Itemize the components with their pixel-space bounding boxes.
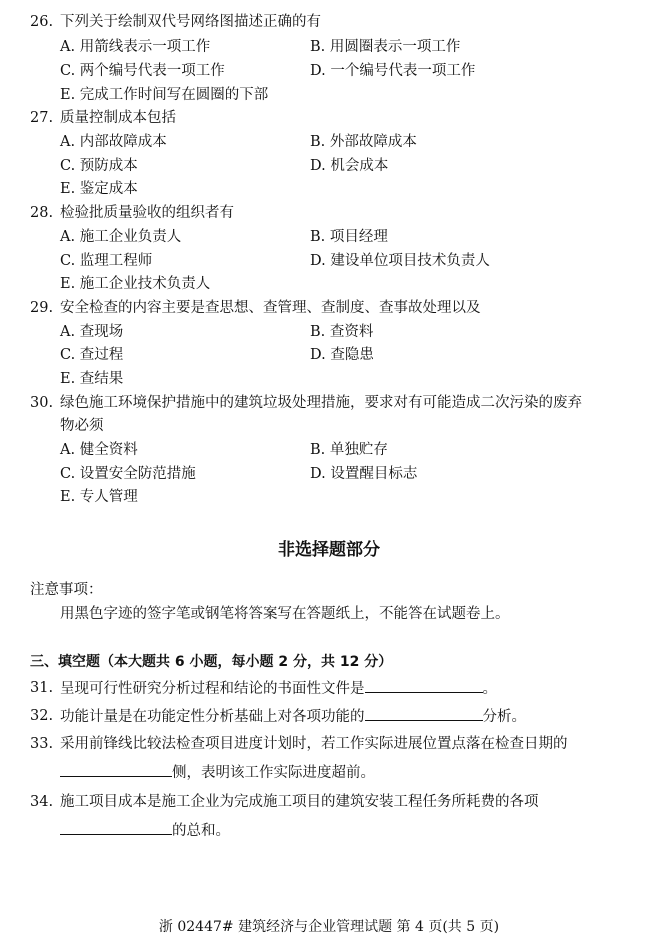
option-c: C. 两个编号代表一项工作 xyxy=(60,63,225,79)
page-footer: 浙 02447# 建筑经济与企业管理试题 第 4 页(共 5 页) xyxy=(158,919,500,935)
question-number: 34. xyxy=(30,794,54,810)
option-e: E. 专人管理 xyxy=(60,489,138,505)
option-b: B. 查资料 xyxy=(310,324,374,340)
question-number: 31. xyxy=(30,680,54,696)
question-number: 30. xyxy=(30,395,54,411)
option-c: C. 查过程 xyxy=(60,347,124,363)
option-b: B. 用圆圈表示一项工作 xyxy=(310,39,461,55)
option-a: A. 施工企业负责人 xyxy=(60,229,182,245)
option-b: B. 单独贮存 xyxy=(310,442,388,458)
question-number: 33. xyxy=(30,736,54,752)
option-e: E. 鉴定成本 xyxy=(60,181,138,197)
option-a: A. 健全资料 xyxy=(60,442,138,458)
question-text-after: 的总和。 xyxy=(172,823,230,839)
question-text-after: 分析。 xyxy=(482,709,526,725)
question-text-continued xyxy=(60,820,230,841)
question-text: 采用前锋线比较法检查项目进度计划时，若工作实际进展位置点落在检查日期的 xyxy=(60,736,568,752)
answer-blank xyxy=(60,820,172,835)
question-text: 安全检查的内容主要是查思想、查管理、查制度、查事故处理以及 xyxy=(60,300,481,316)
question-number: 28. xyxy=(30,205,54,221)
option-b: B. 外部故障成本 xyxy=(310,134,417,150)
question-text: 施工项目成本是施工企业为完成施工项目的建筑安装工程任务所耗费的各项 xyxy=(60,794,539,810)
option-a: A. 用箭线表示一项工作 xyxy=(60,39,211,55)
question-number: 29. xyxy=(30,300,54,316)
question-text-after: 。 xyxy=(482,681,497,697)
option-e: E. 完成工作时间写在圆圈的下部 xyxy=(60,87,269,103)
option-c: C. 设置安全防范措施 xyxy=(60,466,196,482)
fill-section-heading: 三、填空题（本大题共 6 小题，每小题 2 分，共 12 分） xyxy=(30,654,393,670)
option-a: A. 查现场 xyxy=(60,324,124,340)
question-text: 下列关于绘制双代号网络图描述正确的有 xyxy=(60,14,321,30)
question-text-continued xyxy=(60,762,375,783)
question-text: 质量控制成本包括 xyxy=(60,110,176,126)
question-number: 27. xyxy=(30,110,54,126)
option-c: C. 监理工程师 xyxy=(60,253,153,269)
question-text: 检验批质量验收的组织者有 xyxy=(60,205,234,221)
option-d: D. 机会成本 xyxy=(310,158,389,174)
notice-text: 用黑色字迹的签字笔或钢笔将答案写在答题纸上，不能答在试题卷上。 xyxy=(60,606,510,622)
answer-blank xyxy=(60,762,172,777)
section-title: 非选择题部分 xyxy=(278,540,380,560)
question-text-continued: 物必须 xyxy=(60,418,104,434)
option-d: D. 查隐患 xyxy=(310,347,374,363)
question-text xyxy=(60,678,497,699)
option-d: D. 建设单位项目技术负责人 xyxy=(310,253,490,269)
question-text xyxy=(60,706,526,727)
question-number: 32. xyxy=(30,708,54,724)
question-number: 26. xyxy=(30,14,54,30)
option-e: E. 施工企业技术负责人 xyxy=(60,276,211,292)
option-c: C. 预防成本 xyxy=(60,158,138,174)
option-a: A. 内部故障成本 xyxy=(60,134,167,150)
answer-blank xyxy=(365,678,483,693)
option-d: D. 一个编号代表一项工作 xyxy=(310,63,476,79)
question-text-before: 功能计量是在功能定性分析基础上对各项功能的 xyxy=(60,709,365,725)
answer-blank xyxy=(365,706,483,721)
notice-label: 注意事项： xyxy=(30,582,103,598)
question-text-before: 呈现可行性研究分析过程和结论的书面性文件是 xyxy=(60,681,365,697)
question-text: 绿色施工环境保护措施中的建筑垃圾处理措施，要求对有可能造成二次污染的废弃 xyxy=(60,395,582,411)
option-b: B. 项目经理 xyxy=(310,229,388,245)
question-text-after: 侧，表明该工作实际进度超前。 xyxy=(172,765,375,781)
option-e: E. 查结果 xyxy=(60,371,124,387)
option-d: D. 设置醒目标志 xyxy=(310,466,418,482)
